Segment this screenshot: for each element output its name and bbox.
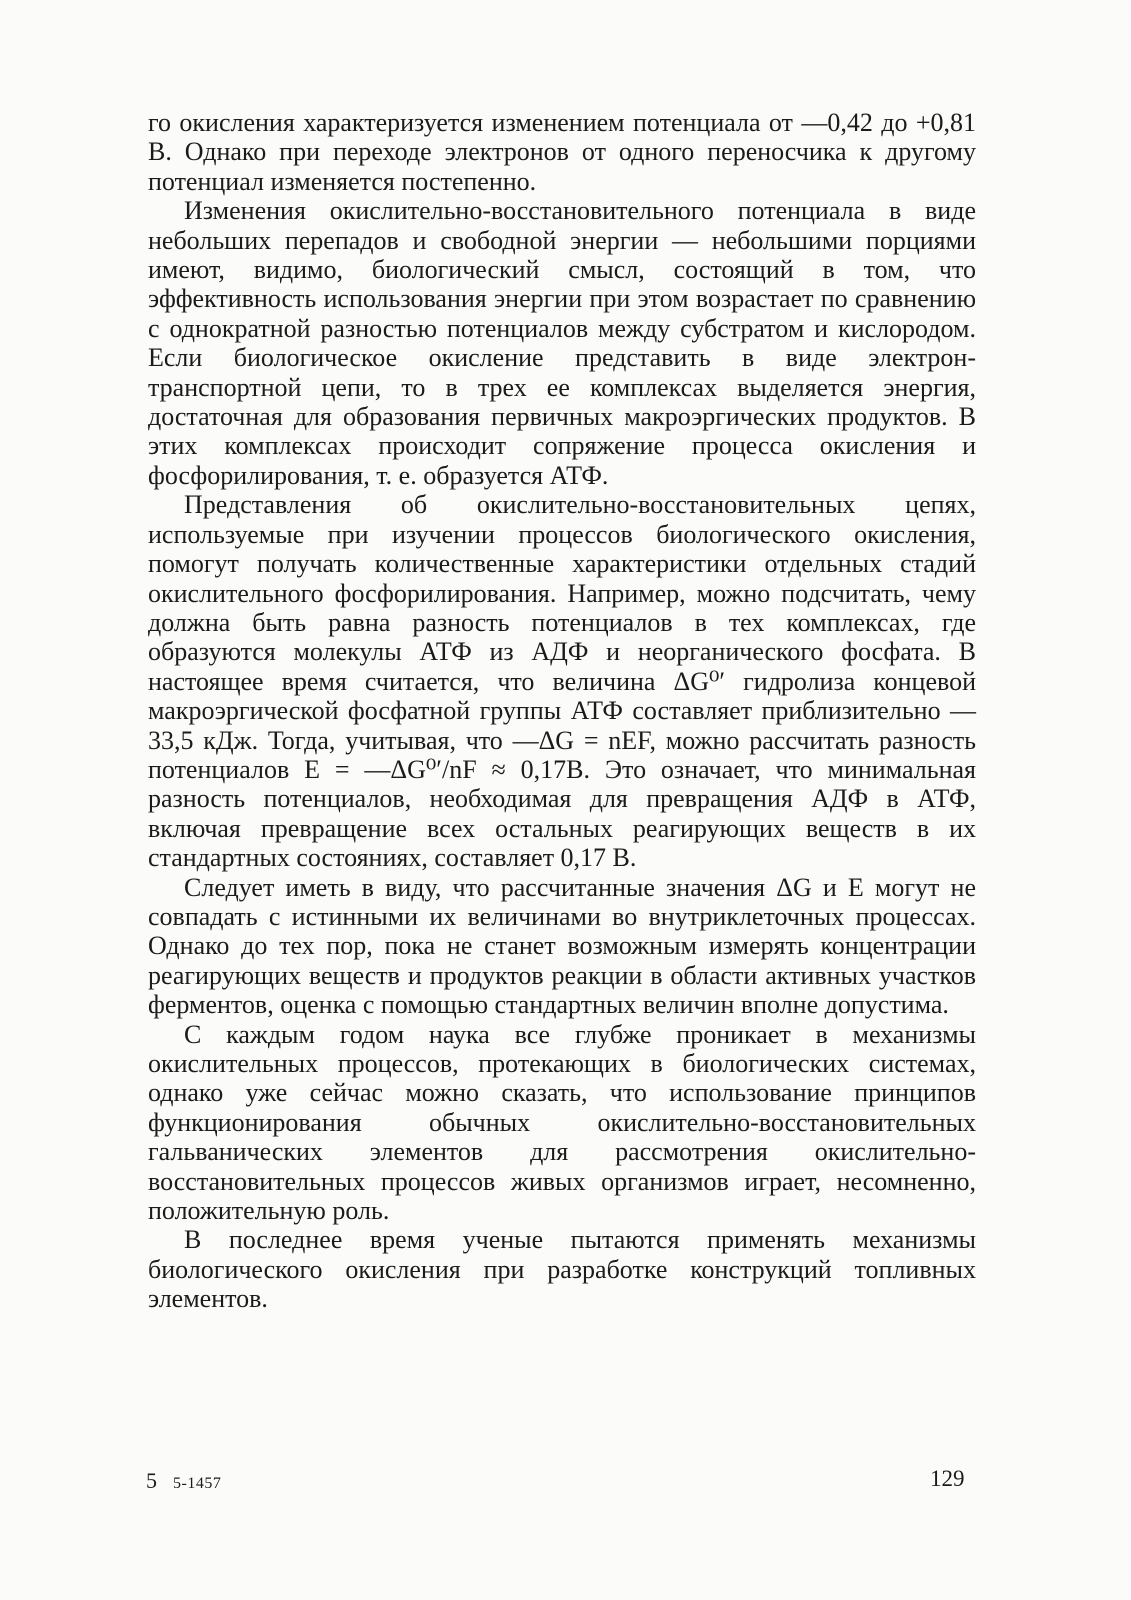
paragraph-standard-values: Следует иметь в виду, что рассчитанные значения ΔG и E могут не совпадать с истинными их величинами во внутриклеточных процессах. Однако до тех пор, пока не станет возможным измерять концентрации реагирующих веществ и продуктов реакции в области активных участков ферментов, оценка с помощью стандартных величин вполне допустима. [148, 872, 976, 1020]
signature-code: 5-1457 [173, 1475, 222, 1492]
paragraph-continuation: го окисления характеризуется изменением потенциала от —0,42 до +0,81 В. Однако при переходе электронов от одного переносчика к другому потенциал изменяется постепенно. [148, 108, 976, 196]
paragraph-fuel-cells: В последнее время ученые пытаются применять механизмы биологического окисления при разработке конструкций топливных элементов. [148, 1225, 976, 1314]
paragraph-atp-calculation: Представления об окислительно-восстановительных цепях, используемые при изучении процессов биологического окисления, помогут получать количественные характеристики отдельных стадий окислительного фосфорилирования. Например, можно подсчитать, чему должна быть равна разность потенциалов в тех комплексах, где образуются молекулы АТФ из АДФ и неорганического фосфата. В настоящее время считается, что величина ΔG⁰′ гидролиза концевой макроэргической фосфатной группы АТФ составляет приблизительно —33,5 кДж. Тогда, учитывая, что —ΔG = nEF, можно рассчитать разность потенциалов E = —ΔG⁰′/nF ≈ 0,17В. Это означает, что минимальная разность потенциалов, необходимая для превращения АДФ в АТФ, включая превращение всех остальных реагирующих веществ в их стандартных состояниях, составляет 0,17 В. [148, 490, 976, 873]
printer-signature [146, 1468, 221, 1494]
body-text [148, 108, 976, 1314]
signature-number: 5 [146, 1468, 157, 1493]
paragraph-science-progress: С каждым годом наука все глубже проникает в механизмы окислительных процессов, протекающих в биологических системах, однако уже сейчас можно сказать, что использование принципов функционирования обычных окислительно-восстановительных гальванических элементов для рассмотрения окислительно-восстановительных процессов живых организмов играет, несомненно, положительную роль. [148, 1019, 976, 1226]
page-number: 129 [930, 1466, 965, 1491]
paragraph-redox-potential: Изменения окислительно-восстановительного потенциала в виде небольших перепадов и свободной энергии — небольшими порциями имеют, видимо, биологический смысл, состоящий в том, что эффективность использования энергии при этом возрастает по сравнению с однократной разностью потенциалов между субстратом и кислородом. Если биологическое окисление представить в виде электрон-транспортной цепи, то в трех ее комплексах выделяется энергия, достаточная для образования первичных макроэргических продуктов. В этих комплексах происходит сопряжение процесса окисления и фосфорилирования, т. е. образуется АТФ. [148, 196, 976, 490]
